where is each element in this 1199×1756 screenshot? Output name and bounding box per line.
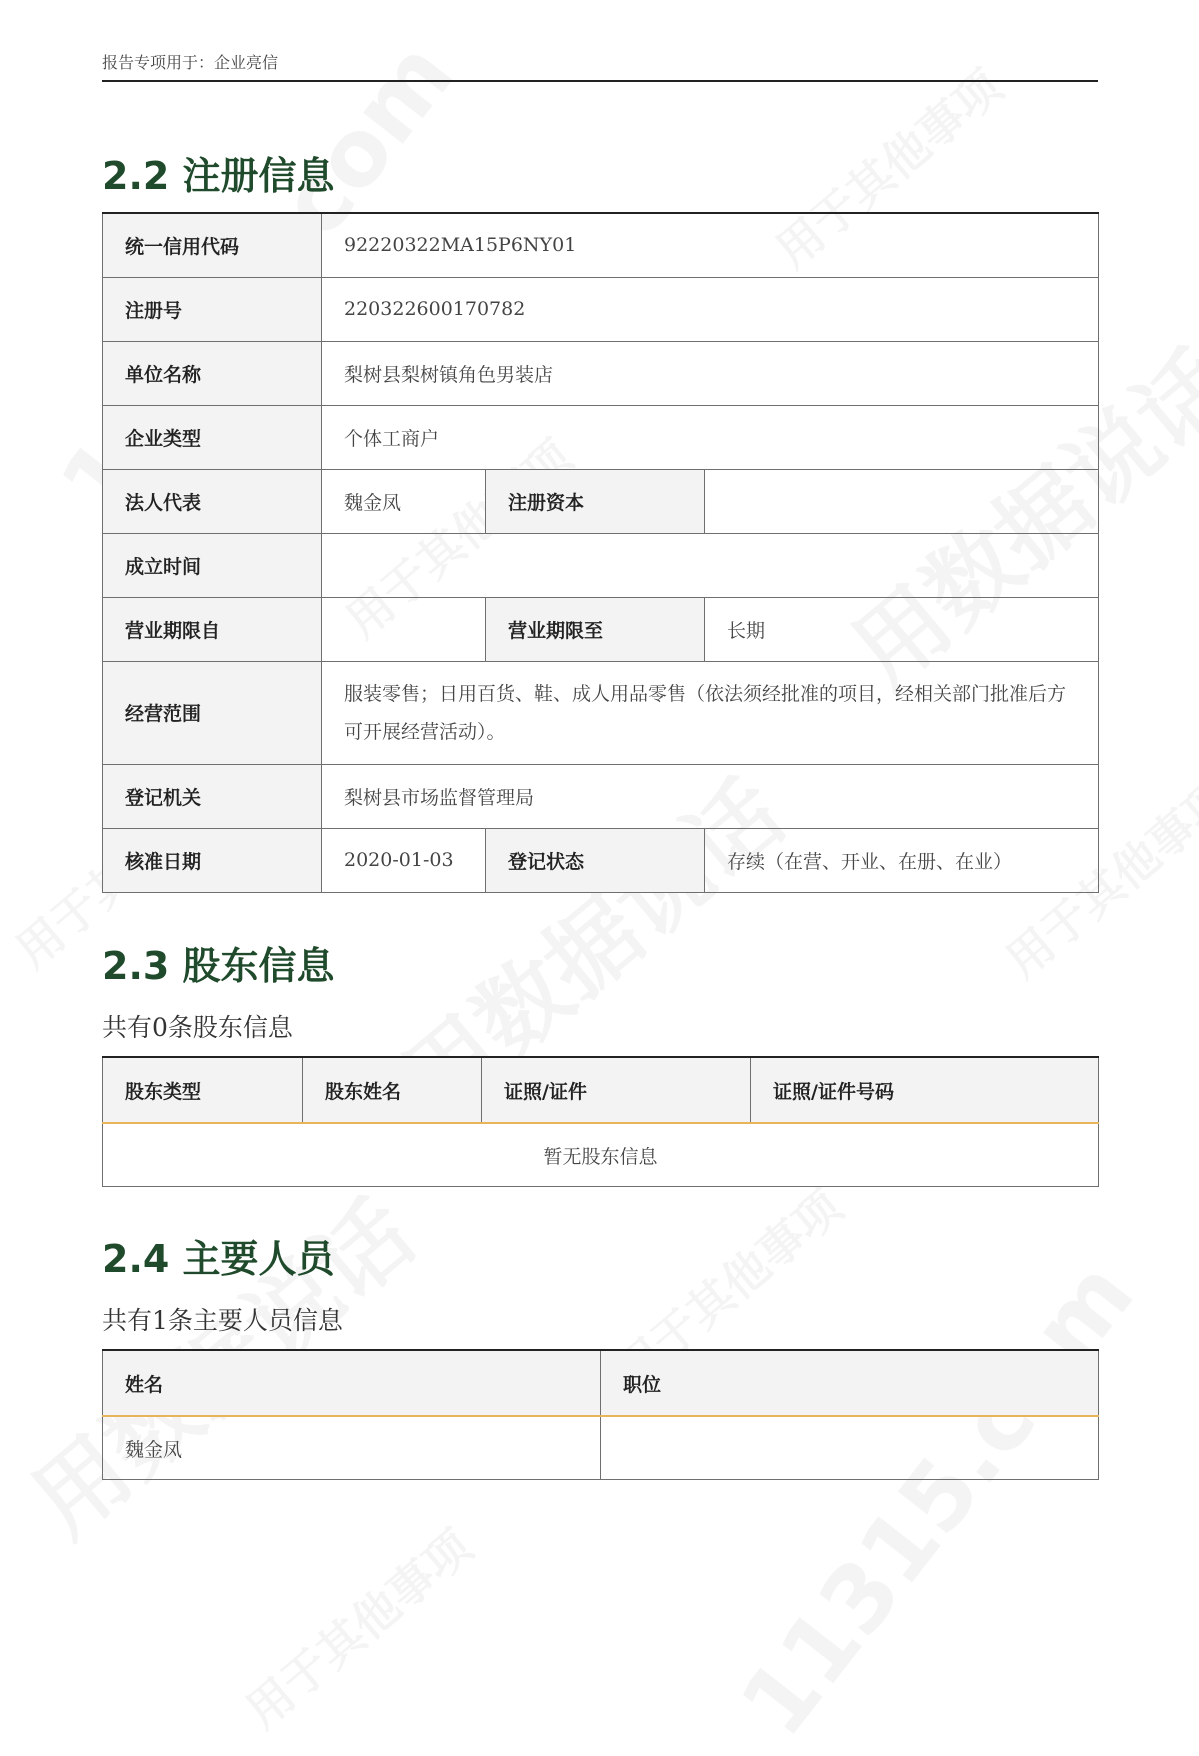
table-header-row <box>103 1057 1099 1123</box>
section-title-registration: 2.2 注册信息 <box>102 154 335 198</box>
table-row <box>103 1416 1099 1480</box>
column-header: 职位 <box>601 1350 1099 1416</box>
column-header: 股东类型 <box>103 1057 303 1123</box>
shareholder-table <box>102 1056 1099 1187</box>
table-row <box>103 764 1099 828</box>
report-header: 报告专项用于：企业亮信 <box>102 50 1098 82</box>
approve-date-label: 核准日期 <box>103 828 322 892</box>
registration-table <box>102 212 1099 893</box>
reg-no-label: 注册号 <box>103 277 322 341</box>
founded-label: 成立时间 <box>103 533 322 597</box>
authority-value: 梨树县市场监督管理局 <box>322 764 1099 828</box>
personnel-count: 共有1条主要人员信息 <box>102 1306 343 1335</box>
column-header: 证照/证件号码 <box>751 1057 1099 1123</box>
column-header: 姓名 <box>103 1350 601 1416</box>
table-row <box>103 597 1099 661</box>
section-title-shareholders: 2.3 股东信息 <box>102 944 335 988</box>
credit-code-value: 92220322MA15P6NY01 <box>322 213 1099 277</box>
table-row <box>103 277 1099 341</box>
table-row <box>103 341 1099 405</box>
table-row <box>103 828 1099 892</box>
table-row <box>103 213 1099 277</box>
person-position <box>601 1416 1099 1480</box>
watermark <box>720 1242 1154 1756</box>
authority-label: 登记机关 <box>103 764 322 828</box>
table-header-row <box>103 1350 1099 1416</box>
section-title-personnel: 2.4 主要人员 <box>102 1237 335 1281</box>
term-to-label: 营业期限至 <box>486 597 705 661</box>
unit-name-label: 单位名称 <box>103 341 322 405</box>
reg-no-value: 220322600170782 <box>322 277 1099 341</box>
shareholder-count: 共有0条股东信息 <box>102 1013 293 1042</box>
capital-value <box>705 469 1099 533</box>
credit-code-label: 统一信用代码 <box>103 213 322 277</box>
scope-label: 经营范围 <box>103 661 322 764</box>
status-label: 登记状态 <box>486 828 705 892</box>
scope-value: 服装零售；日用百货、鞋、成人用品零售（依法须经批准的项目，经相关部门批准后方可开展经营活动）。 <box>322 661 1099 764</box>
unit-name-value: 梨树县梨树镇角色男装店 <box>322 341 1099 405</box>
legal-rep-value: 魏金凤 <box>322 469 486 533</box>
table-row <box>103 533 1099 597</box>
watermark <box>230 1513 484 1741</box>
term-to-value: 长期 <box>705 597 1099 661</box>
empty-message: 暂无股东信息 <box>103 1123 1099 1187</box>
term-from-label: 营业期限自 <box>103 597 322 661</box>
term-from-value <box>322 597 486 661</box>
personnel-table <box>102 1349 1099 1480</box>
founded-value <box>322 533 1099 597</box>
column-header: 证照/证件 <box>482 1057 751 1123</box>
table-row <box>103 405 1099 469</box>
type-value: 个体工商户 <box>322 405 1099 469</box>
legal-rep-label: 法人代表 <box>103 469 322 533</box>
type-label: 企业类型 <box>103 405 322 469</box>
table-row <box>103 1123 1099 1187</box>
table-row <box>103 469 1099 533</box>
capital-label: 注册资本 <box>486 469 705 533</box>
table-row <box>103 661 1099 764</box>
status-value: 存续（在营、开业、在册、在业） <box>705 828 1099 892</box>
approve-date-value: 2020-01-03 <box>322 828 486 892</box>
column-header: 股东姓名 <box>303 1057 482 1123</box>
person-name: 魏金凤 <box>103 1416 601 1480</box>
